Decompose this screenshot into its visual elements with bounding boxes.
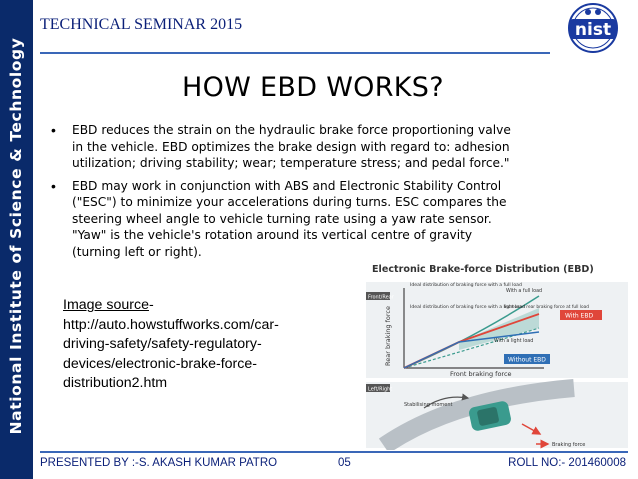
with-ebd-label: With EBD xyxy=(565,312,594,320)
full-load-label: With a full load xyxy=(506,289,543,294)
light-load-label: With a light load xyxy=(494,339,534,344)
left-right-label: Left/Right xyxy=(368,386,393,393)
bullet-item xyxy=(51,178,519,261)
nist-logo-icon xyxy=(560,2,626,54)
side-banner xyxy=(0,0,33,479)
logo-text: nist xyxy=(574,20,612,40)
institute-name: National Institute of Science & Technology xyxy=(7,37,25,435)
bullet-dot-icon: • xyxy=(51,122,56,138)
header-divider xyxy=(40,52,550,54)
seminar-title: TECHNICAL SEMINAR 2015 xyxy=(40,16,243,33)
bullet-list xyxy=(51,122,519,266)
footer-divider xyxy=(40,451,628,453)
slide-title: HOW EBD WORKS? xyxy=(182,72,444,103)
ebd-diagram xyxy=(364,258,630,450)
ideal-full-label: Ideal distribution of braking force with a full load xyxy=(410,283,522,288)
increased-rear-label: Increased rear braking force at full load xyxy=(504,305,590,310)
roll-number: ROLL NO:- 201460008 xyxy=(508,457,626,469)
x-axis-label: Front braking force xyxy=(450,370,512,378)
bullet-dot-icon: • xyxy=(51,177,56,194)
bullet-text: EBD may work in conjunction with ABS and Electronic Stability Control ("ESC") to minimize your accelerations during turns. ESC compares the steering wheel angle to vehicle turning rate using a yaw rate sensor. "Yaw" is the vehicle's rotation around its vertical centre of gravity (turning left or right). xyxy=(72,178,507,259)
stabilising-moment-label: Stabilising moment xyxy=(404,402,453,408)
presenter-name: PRESENTED BY :-S. AKASH KUMAR PATRO xyxy=(40,457,278,469)
bullet-text: EBD reduces the strain on the hydraulic brake force proportioning valve in the vehicle. EBD optimizes the brake design with regard to: adhesion utilization; driving stability; wear; temperature stress; and pedal force." xyxy=(72,123,511,170)
page-number: 05 xyxy=(338,457,351,469)
front-rear-label: Front/Rear xyxy=(368,294,394,301)
source-heading[interactable]: Image source xyxy=(63,297,149,313)
diagram-title: Electronic Brake-force Distribution (EBD) xyxy=(372,264,594,275)
ideal-light-label: Ideal distribution of braking force with a light load xyxy=(410,305,525,310)
without-ebd-label: Without EBD xyxy=(508,356,546,364)
source-url[interactable]: -http://auto.howstuffworks.com/car-driving-safety/safety-regulatory-devices/electronic-brake-force-distribution2.htm xyxy=(63,297,279,391)
bullet-item xyxy=(51,122,519,172)
braking-force-label: Braking force xyxy=(552,442,586,448)
y-axis-label: Rear braking force xyxy=(384,306,392,366)
image-source xyxy=(63,296,278,394)
